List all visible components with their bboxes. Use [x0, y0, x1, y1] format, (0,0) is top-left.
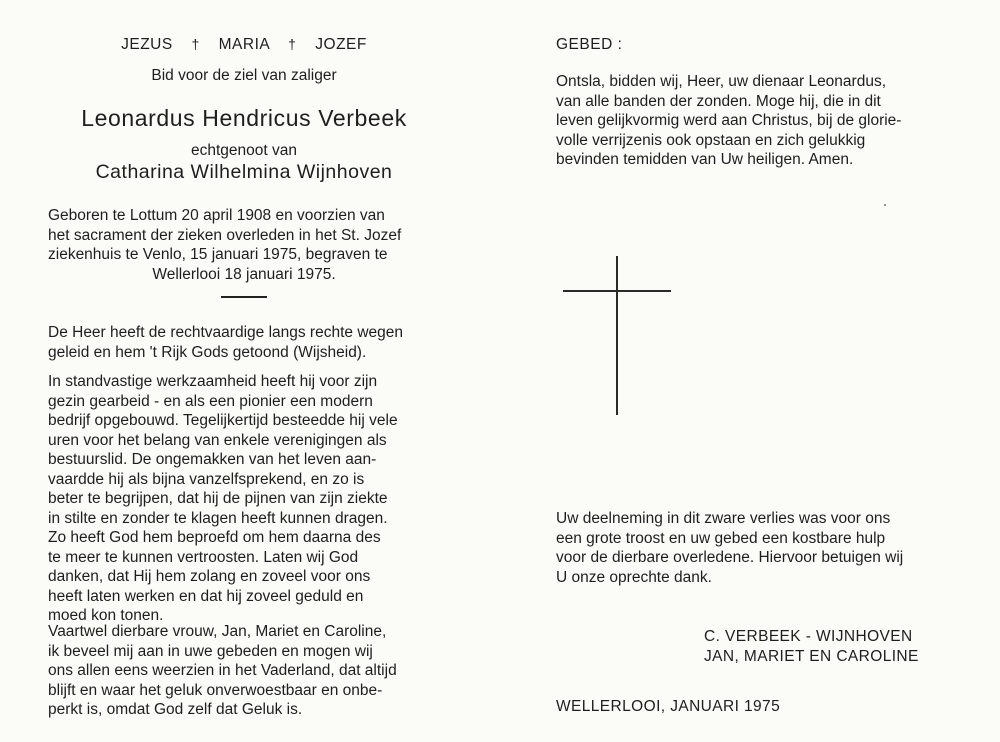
place-date: WELLERLOOI, JANUARI 1975	[556, 698, 781, 715]
text-line: Ontsla, bidden wij, Heer, uw dienaar Leonardus,	[556, 73, 887, 90]
spouse-label: echtgenoot van	[190, 142, 297, 159]
text-line: Uw deelneming in dit zware verlies was voor ons	[556, 510, 891, 527]
text-line: van alle banden der zonden. Moge hij, die in dit	[556, 92, 881, 110]
text-line: te meer te kunnen vertroosten. Laten wij God	[48, 548, 359, 566]
cross-vertical-beam	[616, 256, 618, 415]
invocation-jezus: JEZUS	[121, 36, 173, 53]
spouse-name: Catharina Wilhelmina Wijnhoven	[95, 161, 393, 183]
paper-speck	[884, 204, 886, 206]
text-line: danken, dat Hij hem zolang en zoveel voor ons	[48, 568, 371, 585]
text-line: perkt is, omdat God zelf dat Geluk is.	[48, 701, 303, 718]
text-line: bevinden temidden van Uw heiligen. Amen.	[556, 151, 854, 168]
text-line: uren voor het belang van enkele verenigingen als	[48, 431, 387, 449]
text-line: vaardde hij als bijna vanzelfsprekend, en zo is	[48, 470, 365, 488]
text-line: In standvastige werkzaamheid heeft hij voor zijn	[48, 373, 378, 390]
invocation-maria: MARIA	[218, 36, 270, 53]
text-line: volle verrijzenis ook opstaan en zich gelukkig	[556, 131, 866, 149]
invocation-jozef: JOZEF	[315, 36, 367, 53]
text-line: bestuurslid. De ongemakken van het leven aan-	[48, 451, 377, 468]
text-line: het sacrament der zieken overleden in het St. Jozef	[48, 226, 402, 244]
divider	[221, 296, 267, 298]
prayer-title: GEBED :	[556, 36, 623, 53]
text-line: voor de dierbare overledene. Hiervoor betuigen wij	[556, 549, 904, 566]
prayer-paragraph	[556, 72, 948, 170]
text-line: Geboren te Lottum 20 april 1908 en voorzien van	[48, 207, 385, 224]
invocation	[48, 36, 440, 54]
cross-icon	[563, 256, 673, 416]
text-line: Zo heeft God hem beproefd om hem daarna des	[48, 529, 381, 546]
text-line: U onze oprechte dank.	[556, 568, 712, 586]
signature-line-1: C. VERBEEK - WIJNHOVEN	[704, 628, 913, 645]
text-line: blijft en waar het geluk onverwoestbaar en onbe-	[48, 681, 383, 699]
birth-death-paragraph	[48, 206, 440, 284]
cross-horizontal-beam	[563, 290, 671, 292]
text-line: Vaartwel dierbare vrouw, Jan, Mariet en Caroline,	[48, 623, 387, 640]
text-line: bedrijf opgebouwd. Tegelijkertijd besteedde hij vele	[48, 412, 398, 429]
text-line: beter te begrijpen, dat hij de pijnen van zijn ziekte	[48, 490, 388, 507]
deceased-name: Leonardus Hendricus Verbeek	[81, 105, 407, 131]
farewell-paragraph	[48, 622, 440, 720]
text-line: ons allen eens weerzien in het Vaderland, dat altijd	[48, 662, 397, 679]
text-line: geleid en hem 't Rijk Gods getoond (Wijsheid).	[48, 343, 367, 361]
text-line: heeft laten werken en dat hij zoveel geduld en	[48, 587, 364, 605]
dagger-icon: †	[288, 36, 297, 52]
pray-line: Bid voor de ziel van zaliger	[151, 67, 337, 84]
signature	[704, 627, 919, 667]
dagger-icon: †	[191, 36, 200, 52]
text-line: een grote troost en uw gebed een kostbare hulp	[556, 529, 886, 547]
signature-line-2: JAN, MARIET EN CAROLINE	[704, 648, 919, 665]
text-line: in stilte en zonder te klagen heeft kunnen dragen.	[48, 509, 388, 527]
text-line: ik beveel mij aan in uwe gebeden en mogen wij	[48, 642, 373, 660]
thanks-paragraph	[556, 509, 948, 587]
life-paragraph	[48, 372, 440, 626]
text-line: moed kon tonen.	[48, 607, 164, 624]
text-line: ziekenhuis te Venlo, 15 januari 1975, begraven te	[48, 246, 388, 263]
text-line: Wellerlooi 18 januari 1975.	[152, 265, 336, 283]
text-line: gezin gearbeid - en als een pionier een modern	[48, 392, 373, 410]
text-line: leven gelijkvormig werd aan Christus, bij de glorie-	[556, 112, 902, 129]
scripture-paragraph	[48, 323, 440, 362]
text-line: De Heer heeft de rechtvaardige langs rechte wegen	[48, 324, 403, 341]
